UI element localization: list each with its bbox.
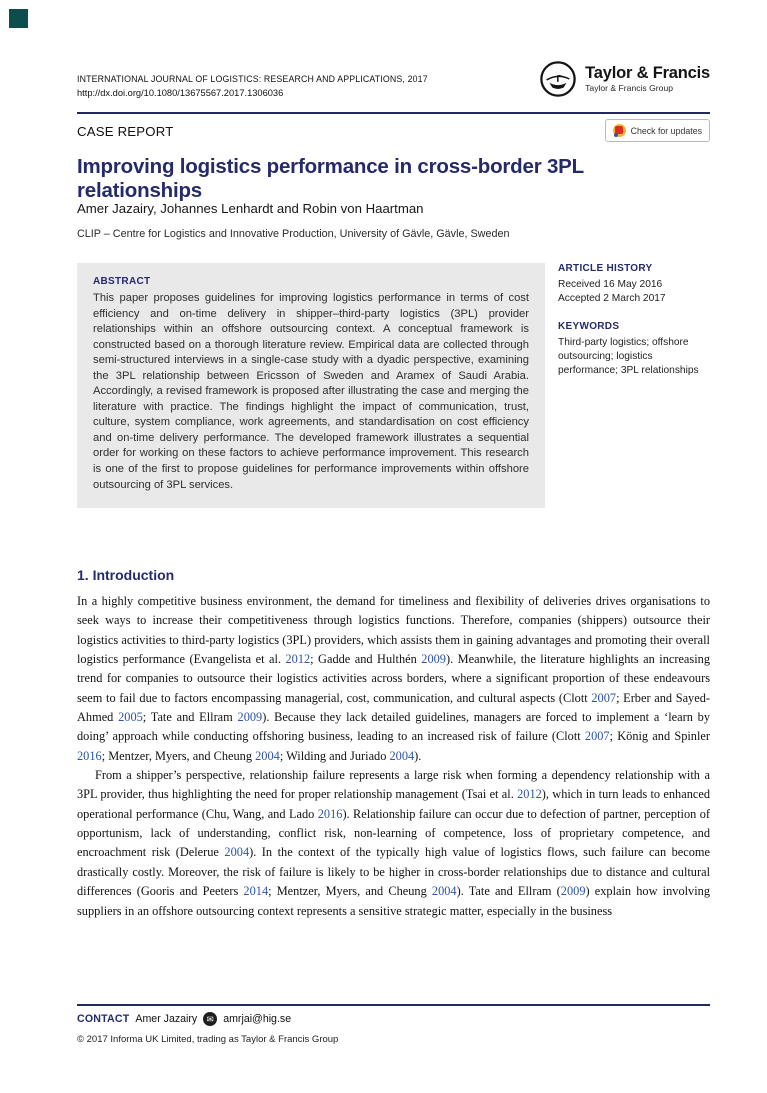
article-type-label: CASE REPORT [77,124,174,139]
abstract-label: ABSTRACT [93,276,151,287]
copyright-line: © 2017 Informa UK Limited, trading as Taylor & Francis Group [77,1034,339,1045]
contact-label: CONTACT [77,1013,130,1025]
affiliation-line: CLIP – Centre for Logistics and Innovative Production, University of Gävle, Gävle, Sweden [77,228,510,240]
body-text: ; König and Spinler [609,729,710,744]
article-info-column [558,263,710,378]
citation-link[interactable]: 2009 [421,652,446,667]
body-text: ) explain how involving suppliers in an offshore outsourcing context represents a sensitive strategic matter, especially in the business [77,884,710,918]
publisher-logo [539,60,710,98]
citation-link[interactable]: 2016 [317,806,343,821]
body-text: ; Mentzer, Myers, and Cheung [101,748,256,763]
citation-link[interactable]: 2012 [285,652,311,667]
body-text: ). [414,748,422,763]
citation-link[interactable]: 2007 [584,729,610,744]
corner-marker [9,9,28,28]
section-heading-introduction: 1. Introduction [77,567,175,583]
crossmark-icon-accent [614,133,618,137]
citation-link[interactable]: 2014 [243,884,269,899]
body-text: ). Because they lack detailed guidelines, managers are forced to implement a ‘learn by doing’ approach while conducting offshoring business, leading to an increased risk of failure (Clott [77,710,710,744]
taylor-francis-globe-icon [539,60,577,98]
citation-link[interactable]: 2009 [237,710,263,725]
publisher-name-block [585,65,710,93]
footer-divider [77,1004,710,1006]
check-for-updates-button[interactable] [605,119,710,142]
check-for-updates-label: Check for updates [630,125,702,136]
body-text: ), which in turn leads to enhanced operational performance (Chu, Wang, and Lado [77,787,710,821]
article-history-label: ARTICLE HISTORY [558,263,653,274]
introduction-body [77,592,710,921]
citation-link[interactable]: 2012 [517,787,542,802]
citation-link[interactable]: 2004 [255,748,280,763]
intro-paragraph [77,592,710,766]
abstract-section [77,263,710,508]
body-text: In a highly competitive business environment, the demand for timeliness and flexibility of deliveries drives organisations to seek ways to increase their competitiveness through logistics functions. Therefore, companies (shippers) outsource their logistics activities to third-party logistics (3PL) providers, which assists them in gaining advantages and promoting their overall logistics performance (Evangelista et al. [77,594,710,667]
body-text: ; Tate and Ellram [142,710,238,725]
intro-paragraph [77,766,710,921]
body-text: ). Meanwhile, the literature highlights an increasing trend for companies to outsource their logistics activities across borders, where a significant proportion of these endeavours seem to fail due to factors encompassing managerial, cost, communication, and cultural aspects (Clott [77,652,710,705]
citation-link[interactable]: 2004 [431,884,457,899]
body-text: ; Mentzer, Myers, and Cheung [268,884,432,899]
authors-line: Amer Jazairy, Johannes Lenhardt and Robin von Haartman [77,201,424,216]
publisher-group: Taylor & Francis Group [585,83,674,94]
citation-link[interactable]: 2004 [389,748,415,763]
doi-link[interactable]: http://dx.doi.org/10.1080/13675567.2017.1306036 [77,88,284,98]
citation-link[interactable]: 2007 [591,690,617,705]
body-text: From a shipper’s perspective, relationship failure represents a large risk when forming a dependency relationship with a 3PL provider, thus highlighting the need for proper relationship management (Tsai et al. [77,768,710,802]
body-text: ; Erber and Sayed-Ahmed [77,690,710,725]
paper-title: Improving logistics performance in cross-border 3PL relationships [77,155,584,202]
envelope-icon: ✉ [203,1012,217,1026]
keywords-label: KEYWORDS [558,321,620,332]
citation-link[interactable]: 2004 [224,845,250,860]
journal-header [77,74,497,98]
abstract-text: This paper proposes guidelines for improving logistics performance in terms of cost efficiency and on-time delivery in shipper–third-party logistics (3PL) provider relationships within an offshore outsourcing context. A conceptual framework is constructed based on a thorough literature review. Empirical data are collected through semi-structured interviews in a single-case study with a dyadic perspective, examining the 3PL relationship between Ericsson of Sweden and Aramex of Saudi Arabia. Accordingly, a revised framework is proposed after illustrating the case and merging the literature with practice. The findings highlight the impact of communication, trust, culture, system compliance, work agreements, and standardisation on cost efficiency and on-time delivery performance. The developed framework illustrates a sequential order for working on these factors to achieve performance improvement. This research is one of the first to propose guidelines for performance improvements within offshore outsourcing of 3PL services. [93,292,529,491]
body-text: ). Relationship failure can occur due to defection of partner, perception of opportunism, lack of understanding, conflict risk, non-learning of competence, loss of proprietary competence, and encroachment risk (Delerue [77,806,710,860]
contact-name: Amer Jazairy [135,1013,198,1025]
contact-email-link[interactable]: amrjai@hig.se [223,1013,292,1025]
body-text: ; Wilding and Juriado [279,748,390,763]
keywords-text: Third-party logistics; offshore outsourcing; logistics performance; 3PL relationships [558,337,699,376]
body-text: ). In the context of the typically high value of logistics flows, such failure can become drastically costly. Moreover, the risk of failure is likely to be higher in cross-border relationships due to distance and cultural differences (Gooris and Peeters [77,845,711,899]
citation-link[interactable]: 2009 [560,884,586,899]
received-date: Received 16 May 2016 [558,279,663,290]
contact-line [77,1012,710,1026]
publisher-name: Taylor & Francis [585,63,710,82]
abstract-box [77,263,545,508]
body-text: ; Gadde and Hulthén [310,652,422,667]
header-divider [77,112,710,114]
journal-title-line: INTERNATIONAL JOURNAL OF LOGISTICS: RESEARCH AND APPLICATIONS, 2017 [77,74,428,84]
citation-link[interactable]: 2005 [118,710,143,725]
accepted-date: Accepted 2 March 2017 [558,293,666,304]
crossmark-icon [613,124,626,137]
body-text: ). Tate and Ellram ( [456,884,561,899]
citation-link[interactable]: 2016 [77,748,102,763]
